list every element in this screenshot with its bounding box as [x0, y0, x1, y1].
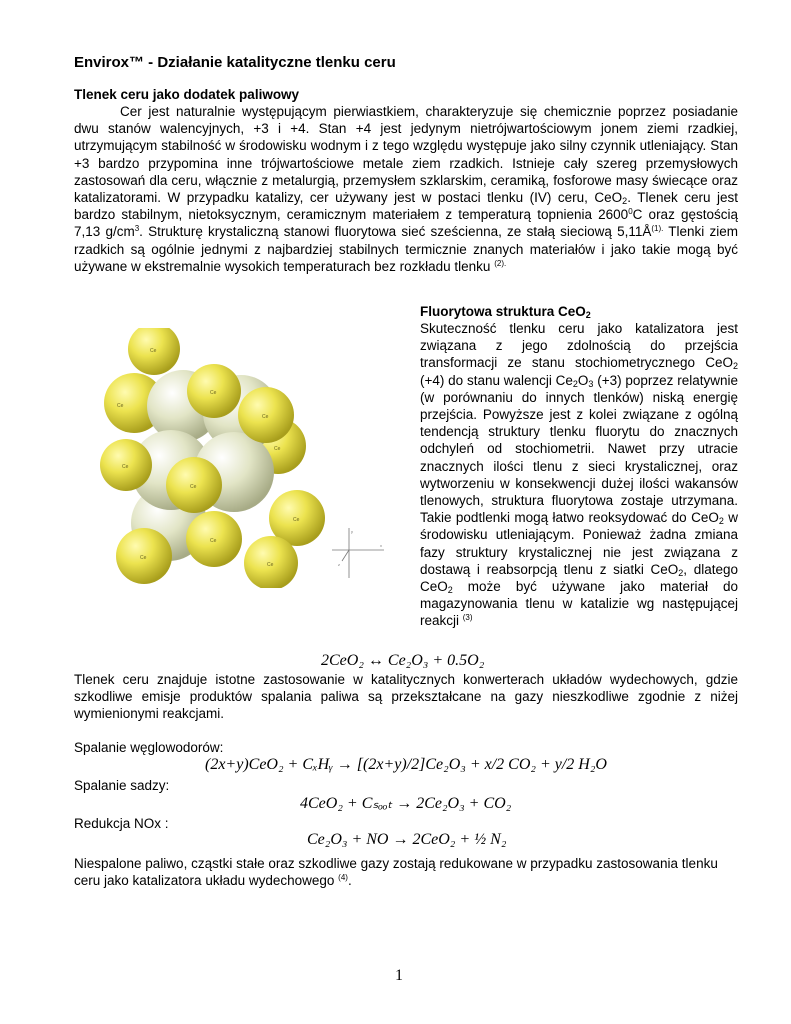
atom-label: Ce [140, 555, 147, 561]
closing-paragraph: Niespalone paliwo, cząstki stałe oraz szkodliwe gazy zostają redukowane w przypadku zastosowania tlenku ceru jako katalizatora układu wydechowego $^{(4)}$. [74, 856, 718, 889]
document-title: Envirox™ - Działanie katalityczne tlenku ceru [74, 54, 396, 71]
fluorite-structure-heading: Fluorytowa struktura CeO$_2$ [420, 304, 591, 320]
soot-combustion-label: Spalanie sadzy: [74, 778, 170, 793]
catalytic-converter-paragraph: Tlenek ceru znajduje istotne zastosowanie w katalitycznych konwerterach układów wydechowych, gdzie szkodliwe emisje produktów spalania paliwa są przekształcane na gazy nieszkodliwe zgodnie z niżej wymienionymi reakcjami. [74, 672, 738, 722]
atom-label: Ce [190, 484, 197, 490]
atom-label: Ce [122, 464, 129, 470]
atom-label: Ce [210, 538, 217, 544]
atom-label: Ce [262, 414, 269, 420]
atom-label: Ce [117, 403, 124, 409]
soot-combustion-equation: 4CeO₂ + Cₛₒₒₜ → 2Ce₂O₃ + CO₂ [300, 795, 512, 812]
intro-paragraph: Cer jest naturalnie występującym pierwiastkiem, charakteryzuje się chemicznie poprzez posiadanie dwu stanów walencyjnych, +3 i +4. Stan +4 jest jedynym nietrójwartościowym jonem ziemi rzadkiej, utrzymującym stabilność w środowisku wodnym i z tego względu występuje jako silny czynnik utleniający. Stan +3 bardzo przypomina inne trójwartościowe metale ziem rzadkich. Istnieje cały szereg przemysłowych zastosowań dla ceru, włącznie z metalurgią, przemysłem szklarskim, ceramiką, fosforowe masy świecące oraz katalizatorami. W przypadku katalizy, cer używany jest w postaci tlenku (IV) ceru, CeO$_2$. Tlenek ceru jest bardzo stabilnym, nietoksycznym, ceramicznym materiałem z temperaturą topnienia 2600$^0$C oraz gęstością 7,13 $g/cm^3$. Strukturę krystaliczną stanowi fluorytowa sieć sześcienna, ze stałą sieciową $5,11Å^{(1).}$ Tlenki ziem rzadkich są ogólnie jednymi z najbardziej stabilnych termicznie znanych materiałów i jako takie mogą być używane w ekstremalnie wysokich temperaturach bez rozkładu tlenku $^{(2).}$ [74, 104, 739, 274]
oxygen-storage-equation: 2CeO₂ ↔ Ce₂O₃ + 0.5O₂ [321, 652, 485, 669]
nox-reduction-equation: Ce₂O₃ + NO → 2CeO₂ + ½ N₂ [307, 831, 507, 848]
section-heading-fuel-additive: Tlenek ceru jako dodatek paliwowy [74, 87, 300, 102]
nox-reduction-label: Redukcja NOx : [74, 816, 169, 831]
axis-label-y: y [351, 529, 353, 534]
fluorite-crystal-structure-figure [84, 328, 404, 588]
hydrocarbon-combustion-equation: (2x+y)CeO₂ + CₓHᵧ → [(2x+y)/2]Ce₂O₃ + x/2 CO₂ + y/2 H₂O [205, 756, 607, 773]
atom-label: Ce [274, 446, 281, 452]
page-number: 1 [395, 967, 403, 984]
axis-label-x: x [380, 543, 382, 548]
atom-label: Ce [293, 517, 300, 523]
axis-label-z: z [338, 562, 340, 567]
fluorite-structure-paragraph: Skuteczność tlenku ceru jako katalizatora jest związana z jego zdolnością do przejścia transformacji ze stanu stochiometrycznego CeO$_2$ (+4) do stanu walencji $Ce_2O_3$ (+3) poprzez relatywnie (w porównaniu do innych tlenków) niską energię przejścia. Powyższe jest z kolei związane z ogólną tendencją struktury tlenku fluorytu do znacznych odchyleń od stochiometrii. Nawet przy utracie znacznych ilości tlenu z sieci krystalicznej, oraz wytworzeniu w konsekwencji dużej ilości wakansów tlenowych, struktura fluorytowa zostaje utrzymana. Takie podtlenki mogą łatwo reoksydować do CeO$_2$ w środowisku utleniającym. Ponieważ żadna zmiana fazy struktury krystalicznej nie jest związana z dostawą i reabsorpcją tlenu z siatki CeO$_2$, dlatego CeO$_2$ może być używane jako materiał do magazynowania tlenu w katalizie wg następującej reakcji $^{(3)}$ [420, 321, 738, 629]
atom-label: Ce [210, 390, 217, 396]
atom-label: Ce [150, 348, 157, 354]
atom-label: Ce [267, 562, 274, 568]
axes-indicator [332, 528, 384, 578]
hydrocarbon-combustion-label: Spalanie węglowodorów: [74, 740, 224, 755]
